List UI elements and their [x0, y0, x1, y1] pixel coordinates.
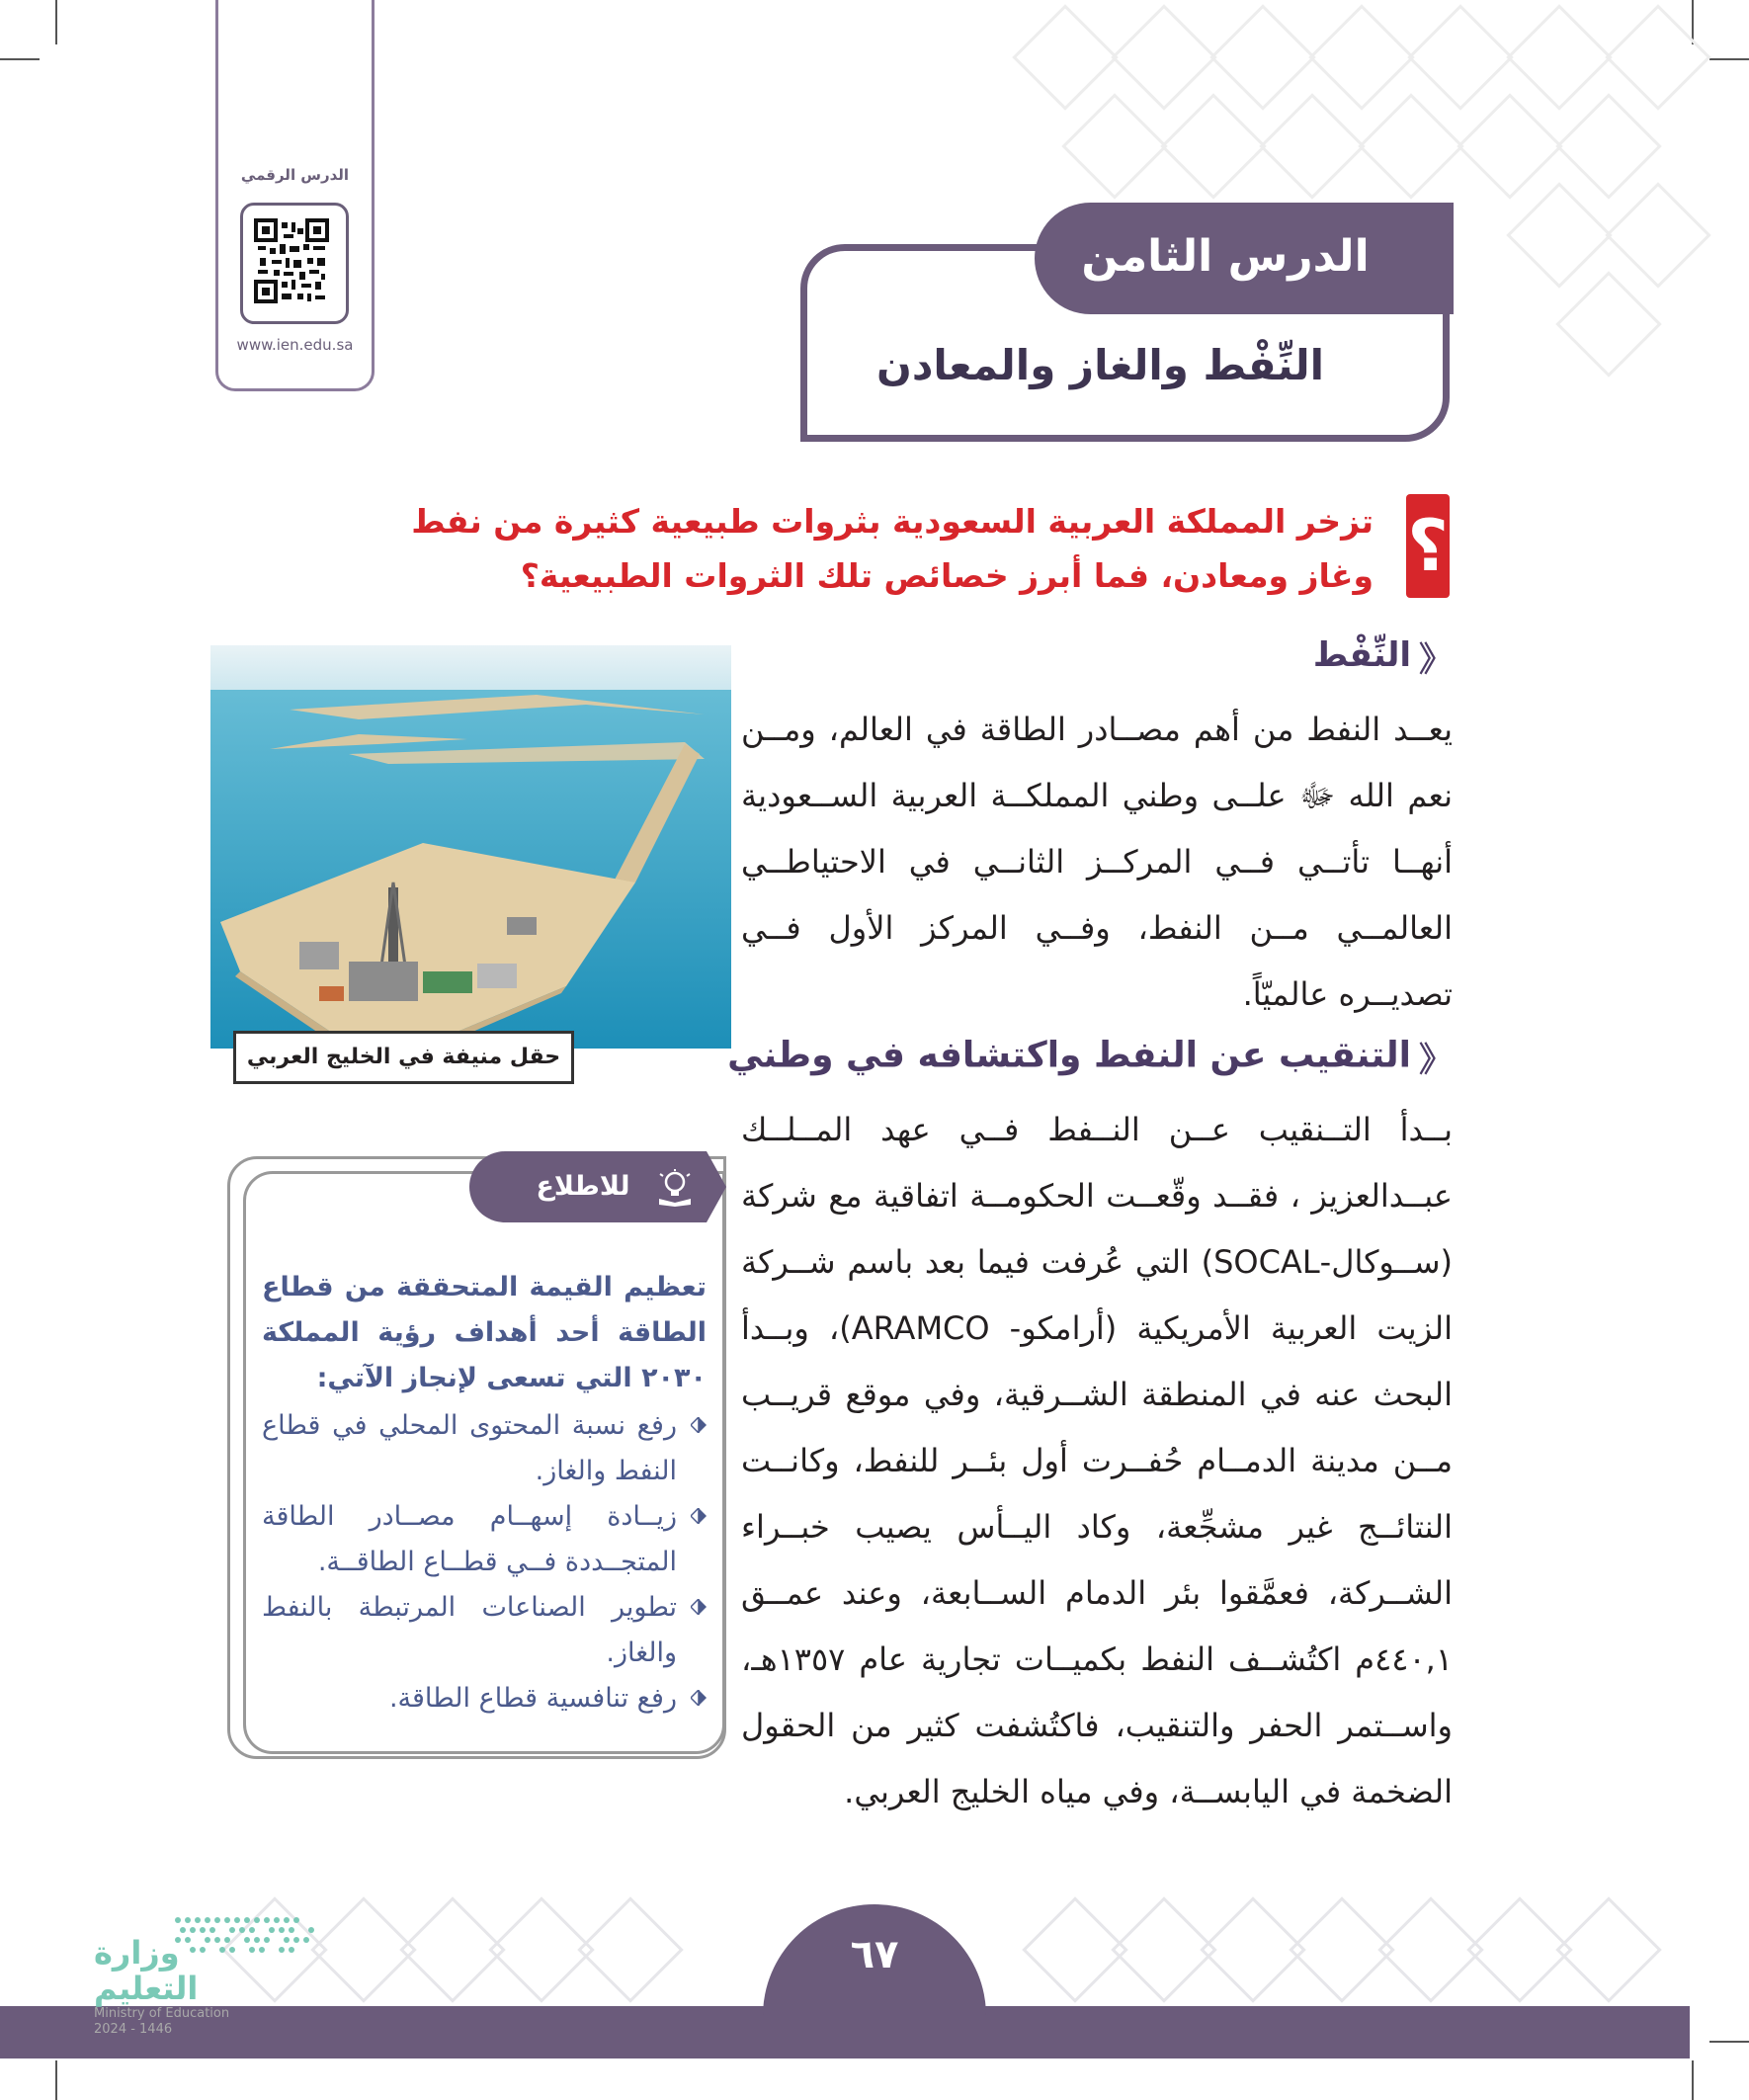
ministry-name-en: Ministry of Education	[94, 2006, 230, 2021]
list-item	[262, 1585, 707, 1676]
info-box-list	[262, 1403, 707, 1722]
crop-mark	[55, 2060, 57, 2100]
exploration-heading	[721, 1033, 1453, 1081]
crop-mark	[55, 0, 57, 44]
bullet-icon	[691, 1690, 707, 1706]
info-box-title: للاطلاع	[536, 1171, 630, 1202]
info-box-intro: تعظيم القيمة المتحققة من قطاع الطاقة أحد أهداف رؤية المملكة ٢٠٣٠ التي تسعى لإنجاز الآتي:	[262, 1272, 707, 1393]
crop-mark	[1709, 58, 1749, 60]
list-item	[262, 1494, 707, 1585]
page-number: ٦٧	[850, 1932, 899, 1977]
crop-mark	[1709, 2041, 1749, 2043]
photo-caption-text: حقل منيفة في الخليج العربي	[246, 1045, 561, 1069]
lesson-question: تزخر المملكة العربية السعودية بثروات طبيعية كثيرة من نفط وغاز ومعادن، فما أبرز خصائص تلك الثروات الطبيعية؟	[411, 502, 1374, 595]
crop-mark	[0, 58, 40, 60]
list-item-text: تطوير الصناعات المرتبطة بالنفط والغاز.	[262, 1592, 677, 1668]
digital-lesson-label: الدرس الرقمي	[240, 166, 350, 184]
list-item-text: زيــادة إسهــام مصــادر الطاقة المتجــددة فــي قطــاع الطاقــة.	[262, 1501, 677, 1577]
lesson-title: النِّفْط والغاز والمعادن	[876, 341, 1324, 389]
oil-heading-text: النِّفْط	[1312, 635, 1411, 675]
oil-paragraph: يعــد النفط من أهم مصــادر الطاقة في العالم، ومــن نعم الله ﷻ علــى وطني المملكــة العربية الســعودية أنهــا تأتــي فــي المركــز الثانــي في الاحتياطــي العالمــي مــن النفط، وفــي المركز الأول فــي تصديــره عالميّاً.	[741, 711, 1453, 1013]
lesson-number: الدرس الثامن	[1081, 231, 1370, 282]
list-item-text: رفع نسبة المحتوى المحلي في قطاع النفط والغاز.	[262, 1410, 677, 1486]
list-item-text: رفع تنافسية قطاع الطاقة.	[388, 1683, 677, 1714]
exploration-paragraph: بــدأ التــنقيب عــن النــفط فــي عهد المــلــك عبــدالعزيز ، فقــد وقّعــت الحكومــة اتفاقية مع شركة (ســوكال-SOCAL) التي عُرفت فيما بعد باسم شــركة الزيت العربية الأمريكية (أرامكو- ARAMCO)، وبــدأ البحث عنه في المنطقة الشــرقية، وفي موقع قريــب مــن مدينة الدمــام حُفــرت أول بئــر للنفط، وكانــت النتائــج غير مشجِّعة، وكاد اليــأس يصيب خبــراء الشــركة، فعمَّقوا بئر الدمام الســابعة، وعند عمــق ٤٤٠,١م اكتُشــف النفط بكميــات تجارية عام ١٣٥٧هـ، واســتمر الحفر والتنقيب، فاكتُشفت كثير من الحقول الضخمة في اليابســة، وفي مياه الخليج العربي.	[741, 1111, 1454, 1810]
lightbulb-book-icon	[657, 1169, 693, 1211]
info-box-tab-arrow	[707, 1151, 726, 1222]
ministry-name-ar: وزارة التعليم	[94, 1934, 199, 2007]
oil-heading	[1087, 632, 1453, 681]
bullet-icon	[691, 1508, 707, 1524]
page-number-tab	[763, 1904, 986, 2058]
digital-lesson-card[interactable]	[215, 0, 375, 391]
oil-field-illustration	[210, 645, 731, 1049]
double-chevron-icon: 《	[1419, 640, 1453, 680]
qr-code-icon	[254, 218, 329, 303]
bullet-icon	[691, 1417, 707, 1433]
question-mark-icon	[1406, 494, 1450, 598]
digital-lesson-url[interactable]: www.ien.edu.sa	[236, 336, 354, 354]
edition-year: 2024 - 1446	[94, 2022, 173, 2037]
manifa-field-photo	[210, 645, 731, 1049]
list-item	[262, 1403, 707, 1494]
qr-code[interactable]	[240, 203, 349, 324]
photo-caption	[233, 1031, 574, 1084]
crop-mark	[1692, 2060, 1694, 2100]
exploration-heading-text: التنقيب عن النفط واكتشافه في وطني	[727, 1035, 1411, 1076]
ministry-logo	[94, 1935, 272, 2038]
double-chevron-icon: 《	[1419, 1041, 1453, 1080]
bullet-icon	[691, 1599, 707, 1615]
question-mark-glyph: ؟	[1407, 504, 1449, 587]
list-item	[262, 1676, 707, 1722]
